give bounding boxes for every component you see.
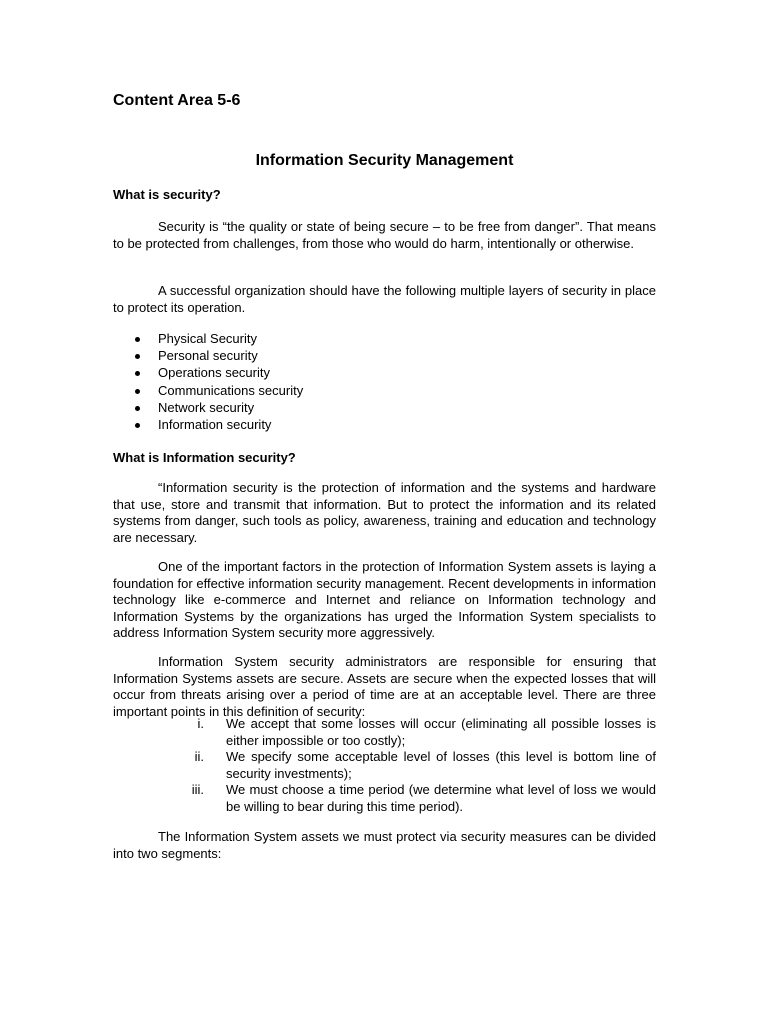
bullet-icon: [135, 423, 140, 428]
list-item: Physical Security: [113, 330, 303, 347]
section-heading-what-is-information-security: What is Information security?: [113, 450, 296, 465]
section-heading-what-is-security: What is security?: [113, 187, 221, 202]
security-layers-list: [113, 330, 303, 433]
content-area-heading: Content Area 5-6: [113, 92, 241, 109]
assets-segments-paragraph: The Information System assets we must protect via security measures can be divided into two segments:: [113, 829, 656, 861]
list-item: iii. We must choose a time period (we determine what level of loss we would be willing to bear during this time period).: [191, 782, 656, 814]
bullet-icon: [135, 354, 140, 359]
list-item: i. We accept that some losses will occur (eliminating all possible losses is either impossible or too costly);: [197, 716, 656, 748]
bullet-icon: [135, 371, 140, 376]
bullet-icon: [135, 337, 140, 342]
information-security-factors-paragraph: One of the important factors in the protection of Information System assets is laying a foundation for effective information security management. Recent developments in information technology like e-commerce and Internet and reliance on Information technology and Information Systems by the organizations has urged the Information System specialists to address Information System security more aggressively.: [113, 559, 656, 640]
page-title: Information Security Management: [255, 152, 514, 169]
list-item: Personal security: [113, 347, 303, 364]
list-item: Communications security: [113, 382, 303, 399]
security-definition-points-list: [113, 716, 656, 815]
list-item: Operations security: [113, 364, 303, 381]
security-layers-intro-paragraph: A successful organization should have the following multiple layers of security in place to protect its operation.: [113, 283, 656, 315]
information-security-definition-paragraph: “Information security is the protection of information and the systems and hardware that use, store and transmit that information. But to protect the information and its related systems from danger, such tools as policy, awareness, training and education and technology are necessary.: [113, 480, 656, 545]
bullet-icon: [135, 406, 140, 411]
list-item: ii. We specify some acceptable level of losses (this level is bottom line of security investments);: [194, 749, 656, 781]
security-definition-paragraph: Security is “the quality or state of being secure – to be free from danger”. That means to be protected from challenges, from those who would do harm, intentionally or otherwise.: [113, 219, 656, 251]
security-administrators-paragraph: Information System security administrators are responsible for ensuring that Information Systems assets are secure. Assets are secure when the expected losses that will occur from threats arising over a period of time are at an acceptable level. There are three important points in this definition of security:: [113, 654, 656, 719]
list-item: Network security: [113, 399, 303, 416]
list-item: Information security: [113, 416, 303, 433]
bullet-icon: [135, 389, 140, 394]
